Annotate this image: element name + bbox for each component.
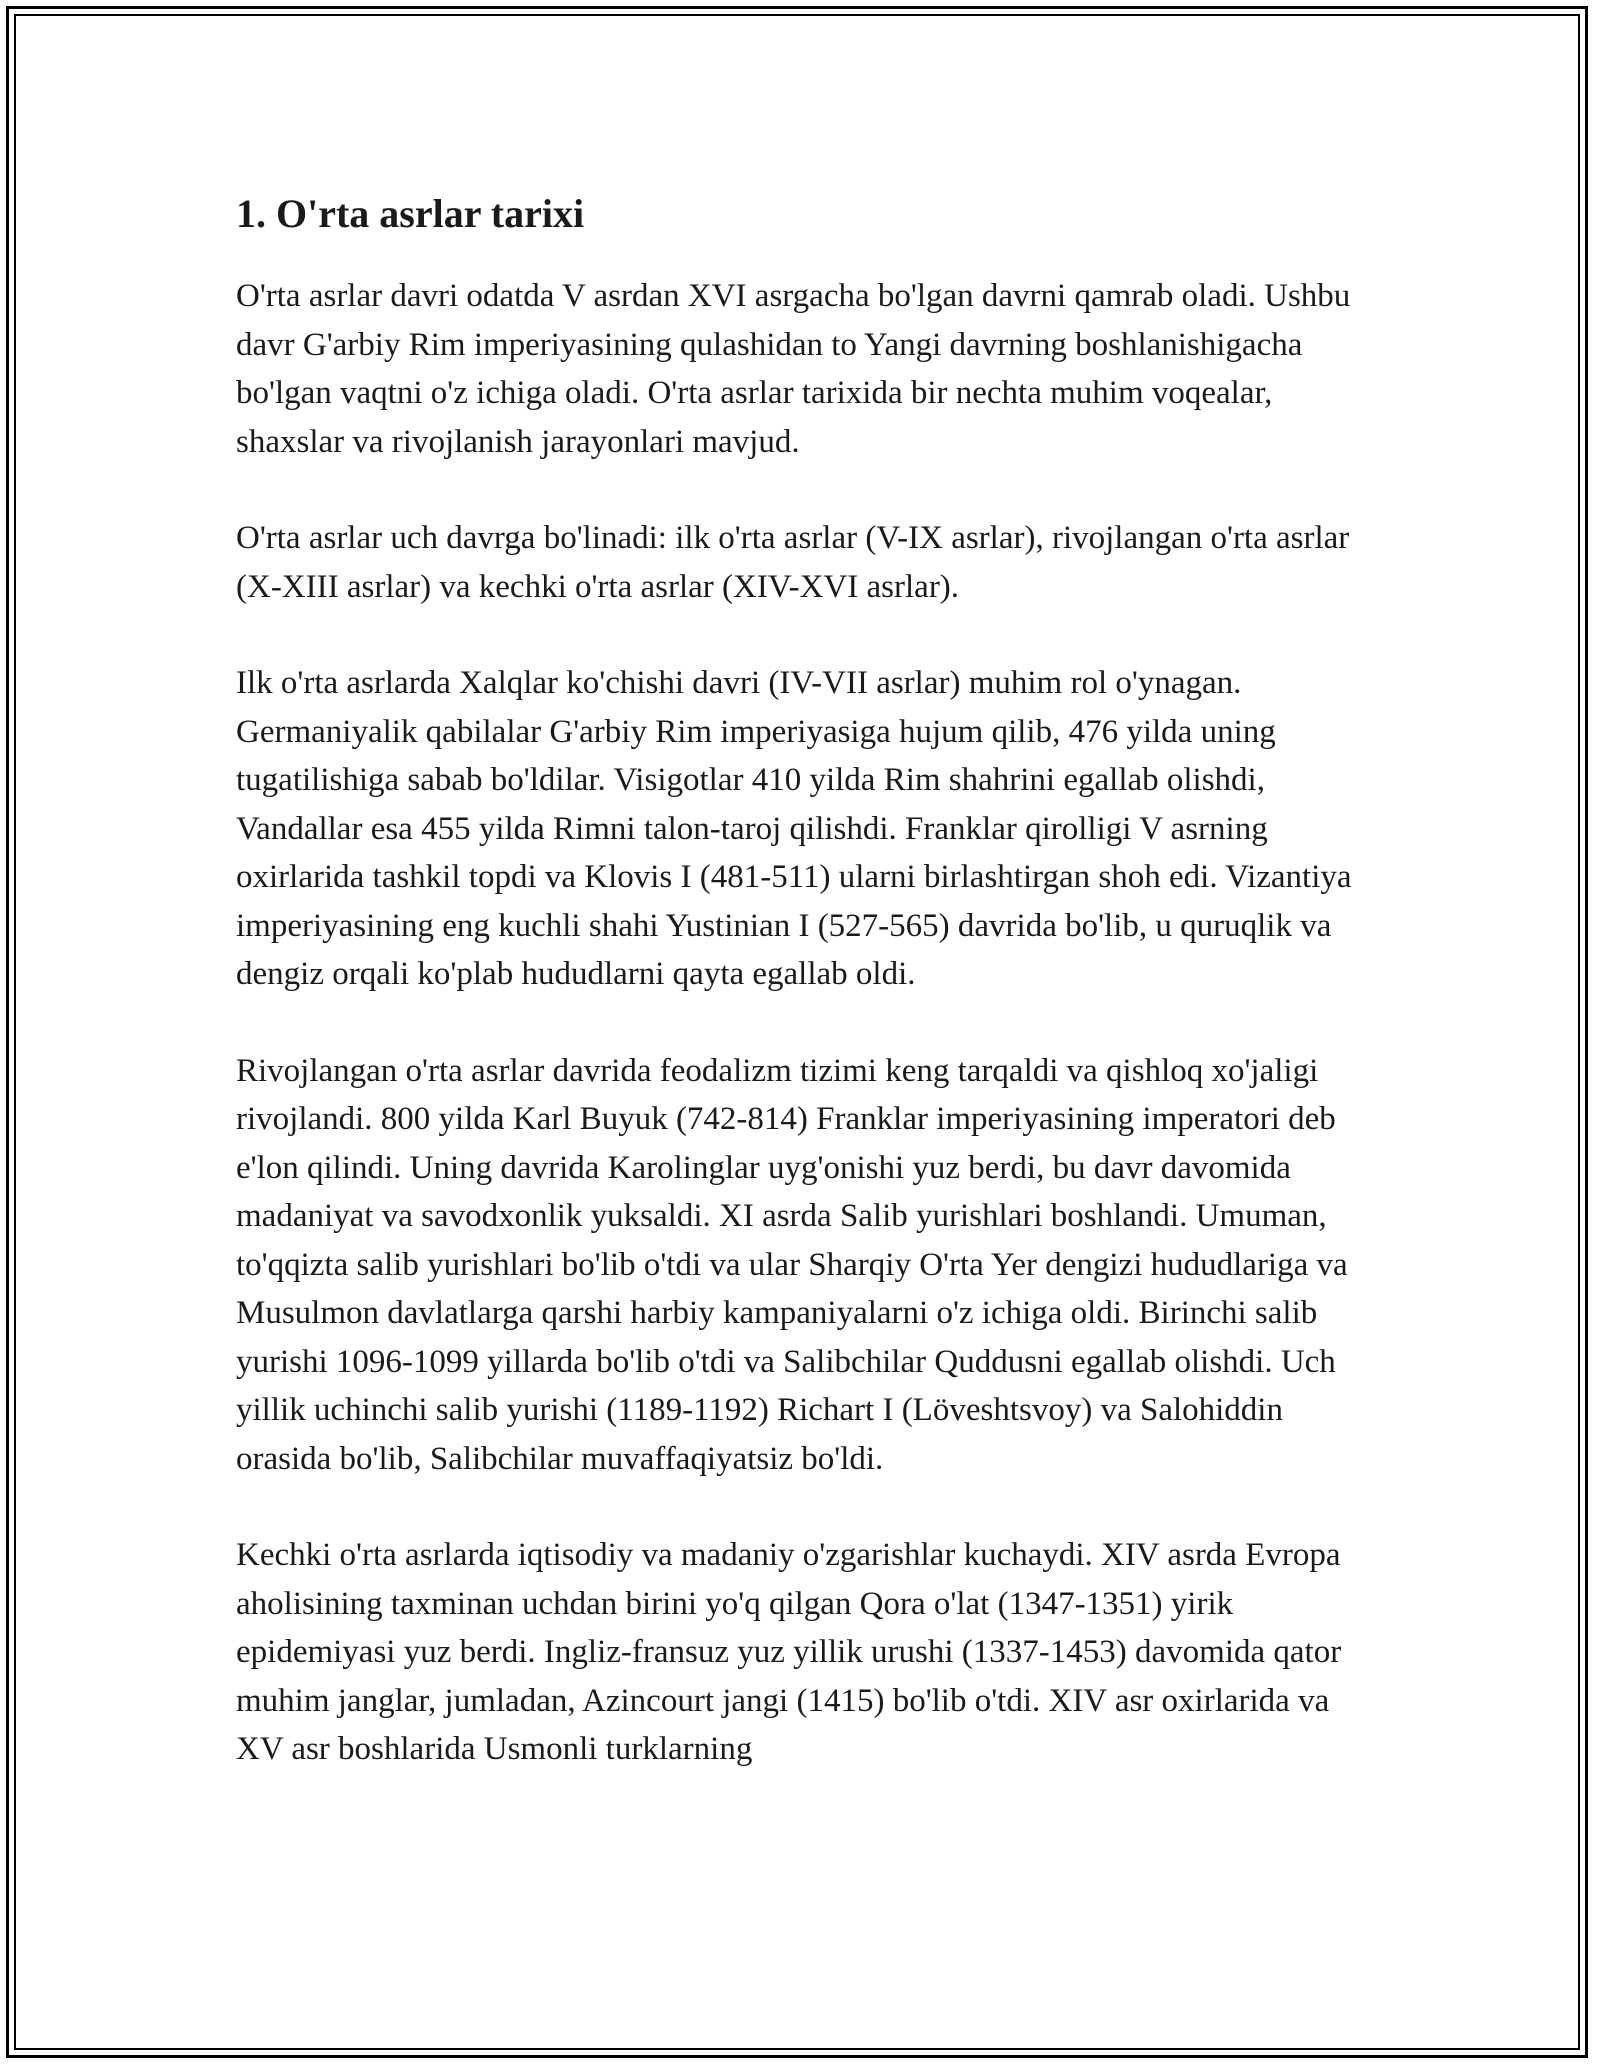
paragraph-late-middle-ages: Kechki o'rta asrlarda iqtisodiy va madaniy o'zgarishlar kuchaydi. XIV asrda Evropa aholisining taxminan uchdan birini yo'q qilgan Qora o'lat (1347-1351) yirik epidemiyasi yuz berdi. Ingliz-fransuz yuz yillik urushi (1337-1453) davomida qator muhim janglar, jumladan, Azincourt jangi (1415) bo'lib o'tdi. XIV asr oxirlarida va XV asr boshlarida Usmonli turklarning xyxy=(236,1537,1342,1767)
page-title: 1. O'rta asrlar tarixi xyxy=(236,191,585,236)
paragraph-early-middle-ages: Ilk o'rta asrlarda Xalqlar ko'chishi davri (IV-VII asrlar) muhim rol o'ynagan. Germaniyalik qabilalar G'arbiy Rim imperiyasiga hujum qilib, 476 yilda uning tugatilishiga sabab bo'ldilar. Visigotlar 410 yilda Rim shahrini egallab olishdi, Vandallar esa 455 yilda Rimni talon-taroj qilishdi. Franklar qirolligi V asrning oxirlarida tashkil topdi va Klovis I (481-511) ularni birlashtirgan shoh edi. Vizantiya imperiyasining eng kuchli shahi Yustinian I (527-565) davrida bo'lib, u quruqlik va dengiz orqali ko'plab hududlarni qayta egallab oldi. xyxy=(236,665,1352,992)
paragraph-high-middle-ages: Rivojlangan o'rta asrlar davrida feodalizm tizimi keng tarqaldi va qishloq xo'jaligi rivojlandi. 800 yilda Karl Buyuk (742-814) Franklar imperiyasining imperatori deb e'lon qilindi. Uning davrida Karolinglar uyg'onishi yuz berdi, bu davr davomida madaniyat va savodxonlik yuksaldi. XI asrda Salib yurishlari boshlandi. Umuman, to'qqizta salib yurishlari bo'lib o'tdi va ular Sharqiy O'rta Yer dengizi hududlariga va Musulmon davlatlarga qarshi harbiy kampaniyalarni o'z ichiga oldi. Birinchi salib yurishi 1096-1099 yillarda bo'lib o'tdi va Salibchilar Quddusni egallab olishdi. Uch yillik uchinchi salib yurishi (1189-1192) Richart I (Löveshtsvoy) va Salohiddin orasida bo'lib, Salibchilar muvaffaqiyatsiz bo'ldi. xyxy=(236,1052,1348,1477)
paragraph-periods: O'rta asrlar uch davrga bo'linadi: ilk o'rta asrlar (V-IX asrlar), rivojlangan o'rta asrlar (X-XIII asrlar) va kechki o'rta asrlar (XIV-XVI asrlar). xyxy=(236,520,1350,605)
document-body xyxy=(236,190,1366,1822)
paragraph-intro: O'rta asrlar davri odatda V asrdan XVI asrgacha bo'lgan davrni qamrab oladi. Ushbu davr G'arbiy Rim imperiyasining qulashidan to Yangi davrning boshlanishigacha bo'lgan vaqtni o'z ichiga oladi. O'rta asrlar tarixida bir nechta muhim voqealar, shaxslar va rivojlanish jarayonlari mavjud. xyxy=(236,278,1351,460)
